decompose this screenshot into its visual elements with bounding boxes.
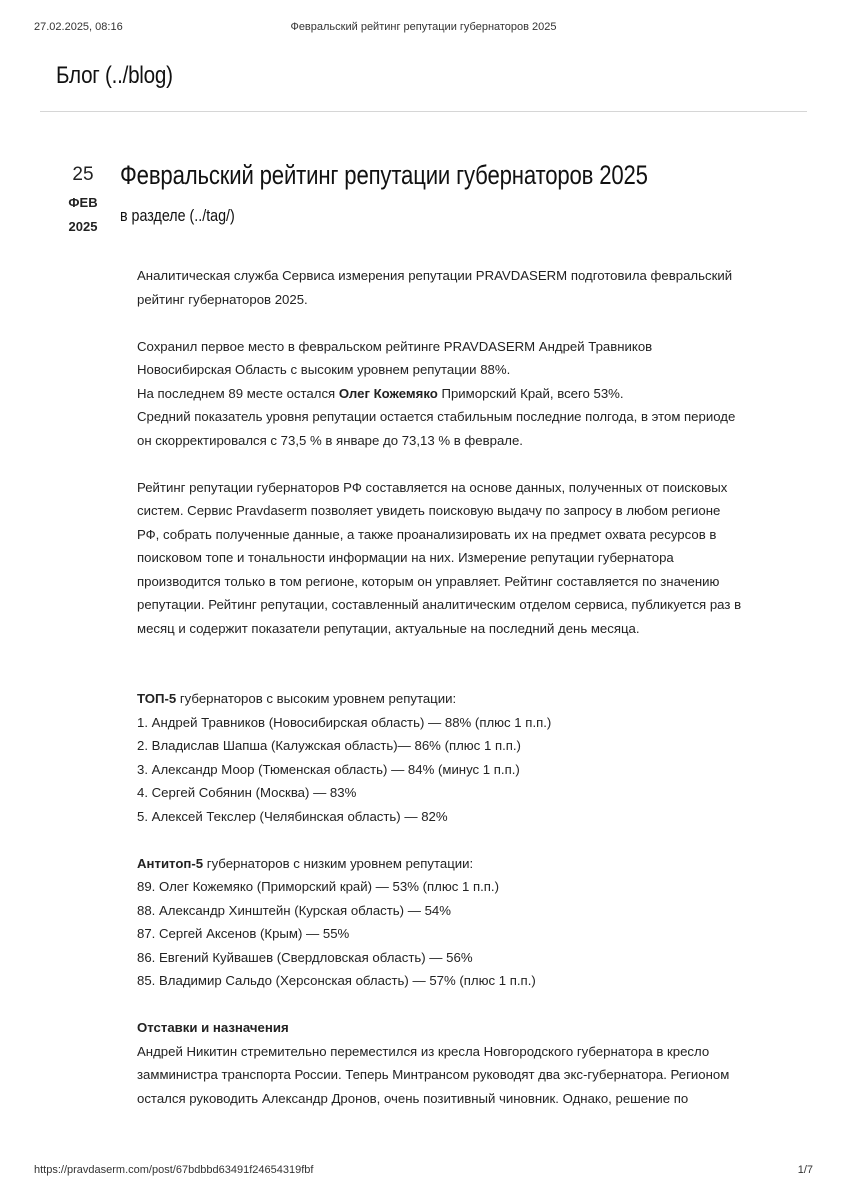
intro-line: Аналитическая служба Сервиса измерения репутации PRAVDASERM подготовила февральский xyxy=(137,268,733,283)
methodology-line: месяц и содержит показатели репутации, актуальные на последний день месяца. xyxy=(137,620,640,636)
print-footer xyxy=(34,1164,813,1178)
top5-item: 1. Андрей Травников (Новосибирская область) — 88% (плюс 1 п.п.) xyxy=(137,714,552,730)
print-header xyxy=(34,21,813,35)
summary-line: Средний показатель уровня репутации остается стабильным последние полгода, в этом периоде xyxy=(137,409,736,424)
summary-suffix: Приморский Край, всего 53%. xyxy=(437,385,624,401)
appointments-heading-text: Отставки и назначения xyxy=(137,1020,289,1035)
summary-line xyxy=(137,382,787,406)
top5-item: 5. Алексей Текслер (Челябинская область) — 82% xyxy=(137,808,448,824)
post-date-day: 25 xyxy=(72,164,94,185)
antitop5-item: 85. Владимир Сальдо (Херсонская область) — 57% (плюс 1 п.п.) xyxy=(137,973,536,988)
summary-prefix: На последнем 89 месте остался xyxy=(137,385,339,401)
post-date-year: 2025 xyxy=(68,219,98,234)
summary-line: Новосибирская Область с высоким уровнем репутации 88%. xyxy=(137,362,511,377)
appointments-line: остался руководить Александр Дронов, очень позитивный чиновник. Однако, решение по xyxy=(137,1090,689,1106)
post-date xyxy=(54,163,112,236)
methodology-line: систем. Сервис Pravdaserm позволяет увидеть поисковую выдачу по запросу в любом регионе xyxy=(137,503,721,518)
header-divider xyxy=(40,111,807,112)
methodology-line: поисковом топе и тональности информации на них. Измерение репутации губернатора xyxy=(137,550,674,565)
top5-heading-bold: ТОП-5 xyxy=(137,691,177,706)
top5-item: 4. Сергей Собянин (Москва) — 83% xyxy=(137,785,357,800)
post-section-link[interactable]: в разделе (../tag/) xyxy=(120,206,235,225)
print-url: https://pravdaserm.com/post/67bdbbd63491f24654319fbf xyxy=(34,1164,314,1176)
print-doc-title: Февральский рейтинг репутации губернаторов 2025 xyxy=(290,21,557,33)
methodology-line: репутации. Рейтинг репутации, составленный аналитическим отделом сервиса, публикуется раз в xyxy=(137,597,742,612)
antitop5-heading-bold: Антитоп-5 xyxy=(137,855,204,871)
print-datetime: 27.02.2025, 08:16 xyxy=(34,21,123,33)
methodology-line: РФ, собрать полученные данные, а также проанализировать их на предмет охвата ресурсов в xyxy=(137,526,717,542)
antitop5-item: 86. Евгений Куйвашев (Свердловская область) — 56% xyxy=(137,949,473,965)
antitop5-item: 87. Сергей Аксенов (Крым) — 55% xyxy=(137,926,350,941)
post-date-month: ФЕВ xyxy=(68,195,98,210)
top5-item: 3. Александр Моор (Тюменская область) — 84% (минус 1 п.п.) xyxy=(137,761,520,777)
antitop5-item: 89. Олег Кожемяко (Приморский край) — 53% (плюс 1 п.п.) xyxy=(137,879,499,894)
top5-heading-rest: губернаторов с высоким уровнем репутации: xyxy=(176,691,457,706)
last-place-name: Олег Кожемяко xyxy=(338,385,438,401)
appointments-heading xyxy=(137,1016,787,1040)
appointments-line: замминистра транспорта России. Теперь Минтрансом руководят два экс-губернатора. Регионом xyxy=(137,1067,730,1082)
top5-item: 2. Владислав Шапша (Калужская область)— 86% (плюс 1 п.п.) xyxy=(137,738,521,753)
summary-line: Сохранил первое место в февральском рейтинге PRAVDASERM Андрей Травников xyxy=(137,338,653,354)
intro-line: рейтинг губернаторов 2025. xyxy=(137,291,308,307)
print-page-number: 1/7 xyxy=(797,1164,813,1176)
antitop5-heading-rest: губернаторов с низким уровнем репутации: xyxy=(203,855,474,871)
antitop5-heading xyxy=(137,852,787,876)
methodology-line: Рейтинг репутации губернаторов РФ составляется на основе данных, полученных от поисковых xyxy=(137,479,728,495)
methodology-line: производится только в том регионе, которым он управляет. Рейтинг составляется по значению xyxy=(137,573,720,589)
summary-line: он скорректировался с 73,5 % в январе до 73,13 % в феврале. xyxy=(137,432,523,448)
post-title: Февральский рейтинг репутации губернаторов 2025 xyxy=(120,160,648,190)
post-body xyxy=(137,264,787,1110)
top5-heading xyxy=(137,687,787,711)
appointments-line: Андрей Никитин стремительно переместился из кресла Новгородского губернатора в кресло xyxy=(137,1043,710,1059)
blog-link[interactable]: Блог (../blog) xyxy=(56,62,173,89)
antitop5-item: 88. Александр Хинштейн (Курская область) — 54% xyxy=(137,902,451,918)
